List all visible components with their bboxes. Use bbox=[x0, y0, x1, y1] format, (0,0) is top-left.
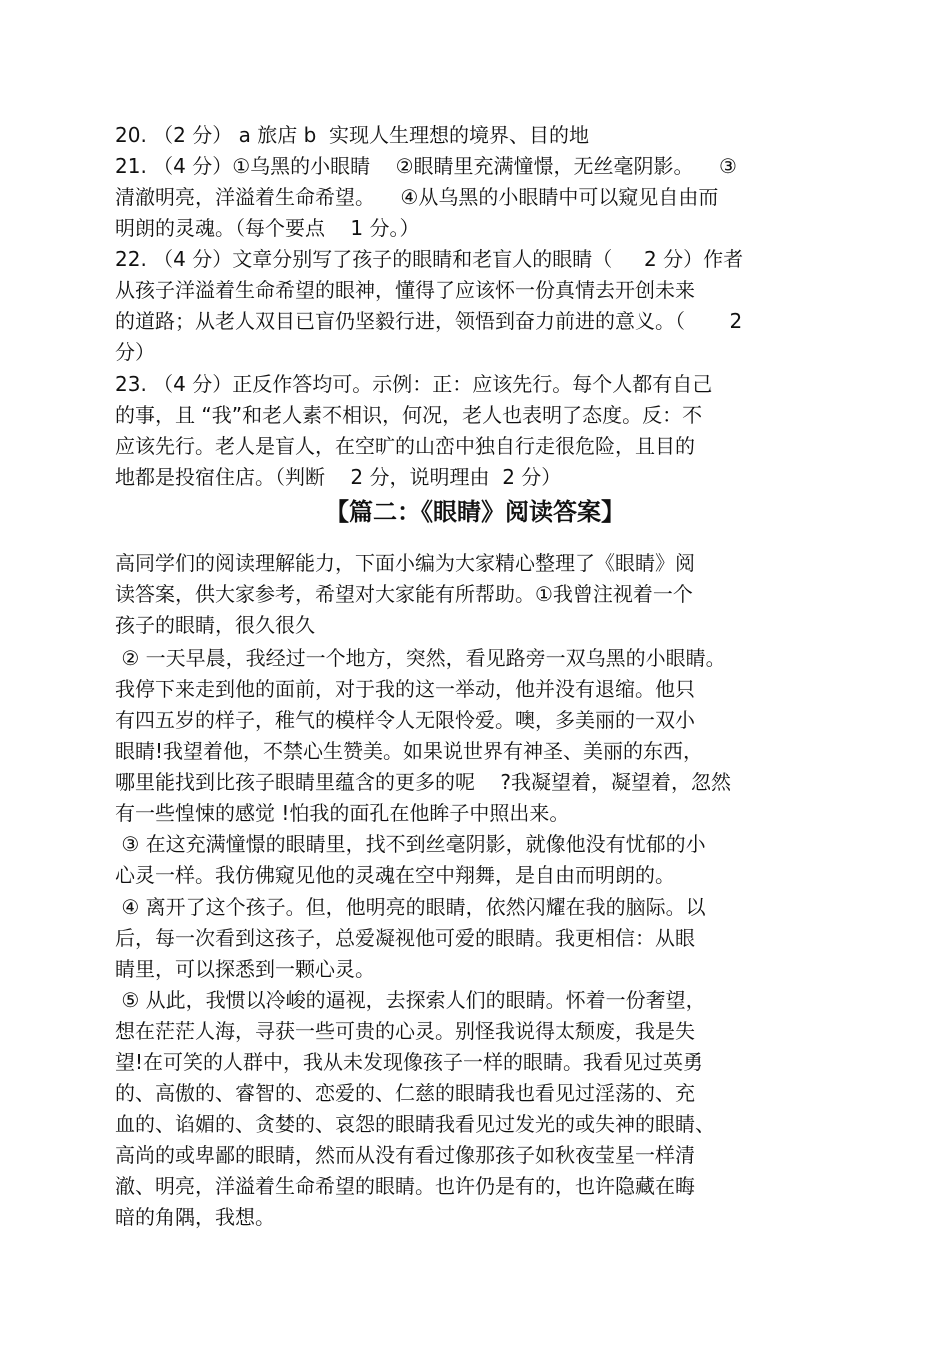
article-line: 想在茫茫人海，寻获一些可贵的心灵。别怪我说得太颓废，我是失 bbox=[115, 1019, 695, 1043]
answer-22-line-1: 22. （4 分）文章分别写了孩子的眼睛和老盲人的眼睛（ 2 分）作者 bbox=[115, 247, 744, 271]
article-line: 的、高傲的、睿智的、恋爱的、仁慈的眼睛我也看见过淫荡的、充 bbox=[115, 1081, 695, 1105]
section-title: 【篇二：《眼睛》阅读答案】 bbox=[325, 498, 625, 526]
article-line: 暗的角隅，我想。 bbox=[115, 1205, 275, 1229]
article-line: 有一些惶悚的感觉 !怕我的面孔在他眸子中照出来。 bbox=[115, 801, 570, 825]
article-line: 读答案，供大家参考，希望对大家能有所帮助。①我曾注视着一个 bbox=[115, 582, 693, 606]
answer-21-line-2: 清澈明亮，洋溢着生命希望。 ④从乌黑的小眼睛中可以窥见自由而 bbox=[115, 185, 719, 209]
article-line: 眼睛!我望着他，不禁心生赞美。如果说世界有神圣、美丽的东西， bbox=[115, 739, 704, 763]
article-line: ④ 离开了这个孩子。但，他明亮的眼睛，依然闪耀在我的脑际。以 bbox=[115, 895, 706, 919]
answer-23-line-1: 23. （4 分）正反作答均可。示例：正：应该先行。每个人都有自己 bbox=[115, 372, 713, 396]
answer-22-line-4: 分） bbox=[115, 340, 155, 364]
article-line: ⑤ 从此，我惯以冷峻的逼视，去探索人们的眼睛。怀着一份奢望， bbox=[115, 988, 706, 1012]
answer-23-line-4: 地都是投宿住店。（判断 2 分，说明理由 2 分） bbox=[115, 465, 562, 489]
article-line: 望!在可笑的人群中，我从未发现像孩子一样的眼睛。我看见过英勇 bbox=[115, 1050, 704, 1074]
answer-20-line: 20. （2 分） a 旅店 b 实现人生理想的境界、目的地 bbox=[115, 123, 589, 147]
article-line: ② 一天早晨，我经过一个地方，突然，看见路旁一双乌黑的小眼睛。 bbox=[115, 646, 726, 670]
article-line: 血的、谄媚的、贪婪的、哀怨的眼睛我看见过发光的或失神的眼睛、 bbox=[115, 1112, 715, 1136]
article-line: 心灵一样。我仿佛窥见他的灵魂在空中翔舞，是自由而明朗的。 bbox=[115, 863, 675, 887]
article-line: 澈、明亮，洋溢着生命希望的眼睛。也许仍是有的，也许隐藏在晦 bbox=[115, 1174, 695, 1198]
answer-23-line-3: 应该先行。老人是盲人，在空旷的山峦中独自行走很危险，且目的 bbox=[115, 434, 695, 458]
article-line: 睛里，可以探悉到一颗心灵。 bbox=[115, 957, 375, 981]
article-line: ③ 在这充满憧憬的眼睛里，找不到丝毫阴影，就像他没有忧郁的小 bbox=[115, 832, 706, 856]
answer-23-line-2: 的事，且 “我”和老人素不相识，何况，老人也表明了态度。反：不 bbox=[115, 403, 703, 427]
article-line: 孩子的眼睛，很久很久 bbox=[115, 613, 315, 637]
article-line: 高尚的或卑鄙的眼睛，然而从没有看过像那孩子如秋夜莹星一样清 bbox=[115, 1143, 695, 1167]
answer-21-line-1: 21. （4 分）①乌黑的小眼睛 ②眼睛里充满憧憬，无丝毫阴影。 ③ bbox=[115, 154, 737, 178]
article-line: 有四五岁的样子，稚气的模样令人无限怜爱。噢，多美丽的一双小 bbox=[115, 708, 695, 732]
article-line: 后，每一次看到这孩子，总爱凝视他可爱的眼睛。我更相信：从眼 bbox=[115, 926, 695, 950]
answer-22-line-2: 从孩子洋溢着生命希望的眼神，懂得了应该怀一份真情去开创未来 bbox=[115, 278, 695, 302]
answer-22-line-3: 的道路；从老人双目已盲仍坚毅行进，领悟到奋力前进的意义。（ 2 bbox=[115, 309, 743, 333]
article-line: 我停下来走到他的面前，对于我的这一举动，他并没有退缩。他只 bbox=[115, 677, 695, 701]
article-line: 哪里能找到比孩子眼睛里蕴含的更多的呢 ?我凝望着，凝望着，忽然 bbox=[115, 770, 732, 794]
answer-21-line-3: 明朗的灵魂。（每个要点 1 分。） bbox=[115, 216, 420, 240]
article-line: 高同学们的阅读理解能力，下面小编为大家精心整理了《眼睛》阅 bbox=[115, 551, 695, 575]
